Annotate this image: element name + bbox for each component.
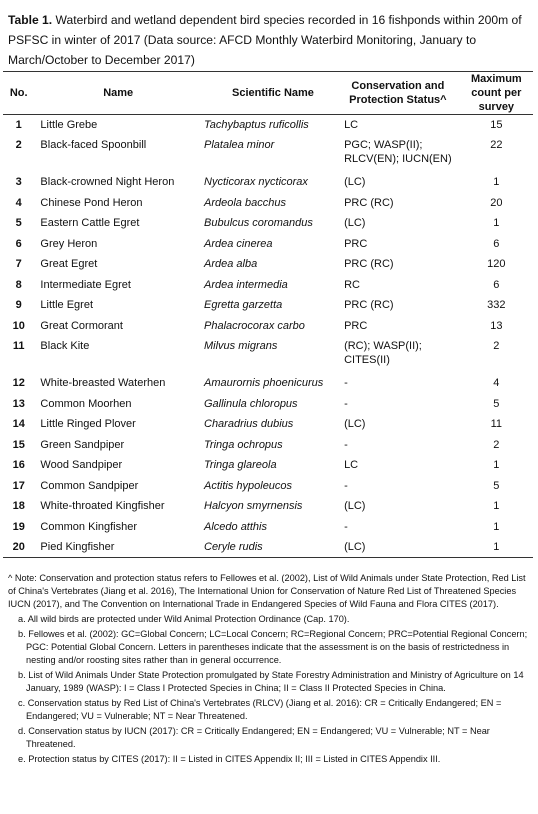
table-row [3,476,533,497]
row-count: 1 [493,176,500,188]
row-status: PRC (RC) [344,196,394,209]
row-count: 2 [493,340,500,352]
table-row [3,537,533,558]
table-row [3,435,533,456]
row-status: - [344,438,348,451]
caption-label: Table 1. [8,13,53,27]
table-row [3,213,533,234]
row-no: 19 [12,520,25,533]
row-name: Common Kingfisher [40,520,138,533]
row-name: Little Ringed Plover [40,418,136,430]
header-status: Conservation and Protection Status^ [336,72,460,115]
row-scientific-name: Alcedo atthis [204,520,267,533]
row-name: White-throated Kingfisher [40,500,165,512]
row-name: White-breasted Waterhen [40,377,166,389]
row-no: 1 [15,119,22,131]
row-scientific-name: Nycticorax nycticorax [204,176,308,188]
row-status: (LC) [336,537,460,558]
row-name: Grey Heron [40,237,98,250]
row-count: 1 [493,459,500,471]
header-scientific-name: Scientific Name [202,72,336,115]
row-count: 332 [487,299,506,311]
table-row [3,336,533,373]
row-name: Intermediate Egret [40,278,131,291]
row-status: (LC) [344,418,366,430]
note-c: c. Conservation status by Red List of China's Vertebrates (RLCV) (Jiang et al. 2016): CR = Critically Endangered; EN = Endangered; VU = Vulnerable; NT = Near Threatened. [18,698,502,721]
row-scientific-name: Charadrius dubius [204,418,294,430]
row-count: 2 [493,438,500,451]
row-status: - [344,520,348,533]
row-status: PRC [344,237,368,250]
table-row [3,316,533,337]
row-no: 18 [12,500,25,512]
row-scientific-name: Tringa glareola [204,459,277,471]
row-name: Little Grebe [40,119,98,131]
row-status: LC [344,119,359,131]
row-scientific-name: Halcyon smyrnensis [204,500,303,512]
note-e: e. Protection status by CITES (2017): II = Listed in CITES Appendix II; III = Listed in CITES Appendix III. [18,754,441,764]
row-no: 13 [12,397,25,410]
row-scientific-name: Amaurornis phoenicurus [204,377,324,389]
row-name: Eastern Cattle Egret [40,217,140,229]
row-no: 2 [15,139,22,151]
row-count: 20 [490,196,503,209]
row-count: 22 [490,139,503,151]
row-status: PRC (RC) [344,299,394,311]
row-scientific-name: Ardea cinerea [204,237,273,250]
row-count: 6 [493,278,500,291]
row-name: Black-crowned Night Heron [40,176,175,188]
row-no: 14 [12,418,25,430]
row-count: 1 [493,217,500,229]
table-notes [8,572,532,768]
row-name: Little Egret [40,299,94,311]
table-row [3,295,533,316]
row-no: 5 [15,217,22,229]
table-row [3,394,533,415]
row-no: 7 [15,258,22,270]
row-no: 6 [15,237,22,250]
row-no: 10 [12,319,25,332]
row-no: 15 [12,438,25,451]
note-b: b. Fellowes et al. (2002): GC=Global Concern; LC=Local Concern; RC=Regional Concern; PRC=Potential Regional Concern; PGC: Potential Global Concern. Letters in parentheses indicate that the assessment is on the basis of restrictedness in nesting and/or roosting sites rather than in general occurrence. [18,629,528,665]
caption-text: Waterbird and wetland dependent bird species recorded in 16 fishponds within 200m of PSFSC in winter of 2017 (Data source: AFCD Monthly Waterbird Monitoring, January to March/October to December 2017) [8,13,522,67]
row-status: (RC); WASP(II); CITES(II) [344,340,422,366]
row-name: Great Cormorant [40,319,123,332]
table-row [3,517,533,538]
table-row [3,254,533,275]
row-count: 1 [493,500,500,512]
row-scientific-name: Bubulcus coromandus [204,217,313,229]
table-row [3,496,533,517]
table-row [3,135,533,172]
row-status: PRC [344,319,368,332]
row-status: (LC) [344,500,366,512]
row-name: Black Kite [40,340,90,352]
row-name: Great Egret [40,258,98,270]
row-count: 4 [493,377,500,389]
row-scientific-name: Ardea alba [204,258,258,270]
row-status: PGC; WASP(II); RLCV(EN); IUCN(EN) [344,139,452,165]
row-scientific-name: Milvus migrans [204,340,278,352]
row-name: Pied Kingfisher [34,537,202,558]
row-name: Chinese Pond Heron [40,196,143,209]
header-no: No. [3,72,34,115]
species-table [3,71,533,558]
row-count: 1 [460,537,533,558]
header-count: Maximum count per survey [460,72,533,115]
row-scientific-name: Ardeola bacchus [204,196,286,209]
row-status: LC [344,459,359,471]
note-b2: b. List of Wild Animals Under State Protection promulgated by State Forestry Administration and Ministry of Agriculture on 14 January, 1989 (WASP): I = Class I Protected Species in China; II = Class II Protected Species in China. [18,670,524,693]
row-scientific-name: Actitis hypoleucos [204,479,293,492]
row-no: 8 [15,278,22,291]
row-no: 20 [3,537,34,558]
row-name: Wood Sandpiper [40,459,123,471]
row-scientific-name: Phalacrocorax carbo [204,319,305,332]
table-row [3,193,533,214]
row-status: - [344,397,348,410]
note-a: a. All wild birds are protected under Wild Animal Protection Ordinance (Cap. 170). [18,614,350,624]
table-caption [8,10,530,70]
row-count: 1 [493,520,500,533]
row-count: 6 [493,237,500,250]
table-row [3,275,533,296]
row-scientific-name: Ceryle rudis [202,537,336,558]
row-no: 3 [15,176,22,188]
row-scientific-name: Egretta garzetta [204,299,283,311]
table-header-row [3,72,533,115]
note-d: d. Conservation status by IUCN (2017): CR = Critically Endangered; EN = Endangered; VU = Vulnerable; NT = Near Threatened. [18,726,490,749]
row-status: (LC) [344,176,366,188]
table-row [3,455,533,476]
row-count: 120 [487,258,506,270]
row-count: 11 [490,418,503,430]
row-scientific-name: Tachybaptus ruficollis [204,119,309,131]
row-no: 12 [12,377,25,389]
table-row [3,373,533,394]
row-status: - [344,377,348,389]
row-name: Green Sandpiper [40,438,125,451]
note-main: ^ Note: Conservation and protection status refers to Fellowes et al. (2002), List of Wild Animals under State Protection, Red List of China's Vertebrates (Jiang et al. 2016), The International Union for Conservation of Nature Red List of Threatened Species IUCN (2017), and The Convention on International Trade in Endangered Species of Wild Fauna and Flora CITES (2017). [8,573,526,609]
row-count: 5 [493,479,500,492]
row-name: Black-faced Spoonbill [40,139,147,151]
row-scientific-name: Ardea intermedia [204,278,288,291]
header-name: Name [34,72,202,115]
row-count: 13 [490,319,503,332]
row-no: 16 [12,459,25,471]
row-count: 5 [493,397,500,410]
table-row [3,172,533,193]
table-row [3,234,533,255]
table-row [3,414,533,435]
row-no: 17 [12,479,25,492]
row-no: 11 [12,340,25,352]
row-scientific-name: Gallinula chloropus [204,397,298,410]
row-status: (LC) [344,217,366,229]
row-status: PRC (RC) [344,258,394,270]
row-count: 15 [490,119,503,131]
row-name: Common Sandpiper [40,479,139,492]
row-status: RC [344,278,360,291]
row-scientific-name: Tringa ochropus [204,438,283,451]
row-scientific-name: Platalea minor [204,139,275,151]
row-no: 9 [15,299,22,311]
row-status: - [344,479,348,492]
row-no: 4 [15,196,22,209]
row-name: Common Moorhen [40,397,132,410]
table-row [3,115,533,136]
